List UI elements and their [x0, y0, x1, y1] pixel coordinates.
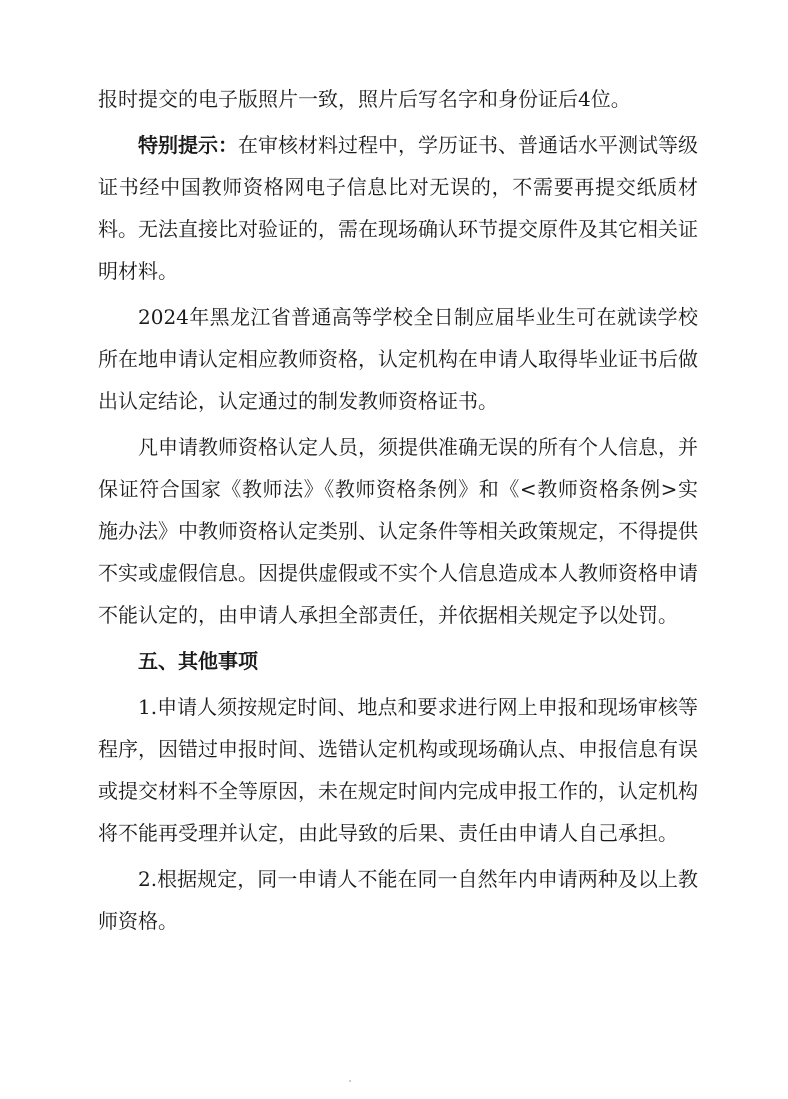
list-item-2: 2.根据规定，同一申请人不能在同一自然年内申请两种及以上教师资格。	[98, 867, 698, 933]
paragraph-applicant-information: 凡申请教师资格认定人员，须提供准确无误的所有个人信息，并保证符合国家《教师法》《教师资格条例》和《<教师资格条例>实施办法》中教师资格认定类别、认定条件等相关政策规定，不得提供不实或虚假信息。因提供虚假或不实个人信息造成本人教师资格申请不能认定的，由申请人承担全部责任，并依据相关规定予以处罚。	[98, 435, 698, 627]
section-heading-other-matters: 五、其他事项	[138, 649, 258, 673]
scan-speck	[349, 1080, 351, 1082]
special-notice-text: 在审核材料过程中，学历证书、普通话水平测试等级证书经中国教师资格网电子信息比对无误的，不需要再提交纸质材料。无法直接比对验证的，需在现场确认环节提交原件及其它相关证明材料。	[98, 133, 698, 283]
document-body	[98, 78, 698, 946]
special-notice-label: 特别提示：	[138, 133, 238, 157]
list-item-1: 1.申请人须按规定时间、地点和要求进行网上申报和现场审核等程序，因错过申报时间、选错认定机构或现场确认点、申报信息有误或提交材料不全等原因，未在规定时间内完成申报工作的，认定机构将不能再受理并认定，由此导致的后果、责任由申请人自己承担。	[98, 695, 698, 845]
paragraph-photo-requirement: 报时提交的电子版照片一致，照片后写名字和身份证后4位。	[98, 87, 631, 111]
paragraph-graduates-2024: 2024年黑龙江省普通高等学校全日制应届毕业生可在就读学校所在地申请认定相应教师资格，认定机构在申请人取得毕业证书后做出认定结论，认定通过的制发教师资格证书。	[98, 305, 698, 413]
paragraph-special-notice	[98, 124, 698, 292]
